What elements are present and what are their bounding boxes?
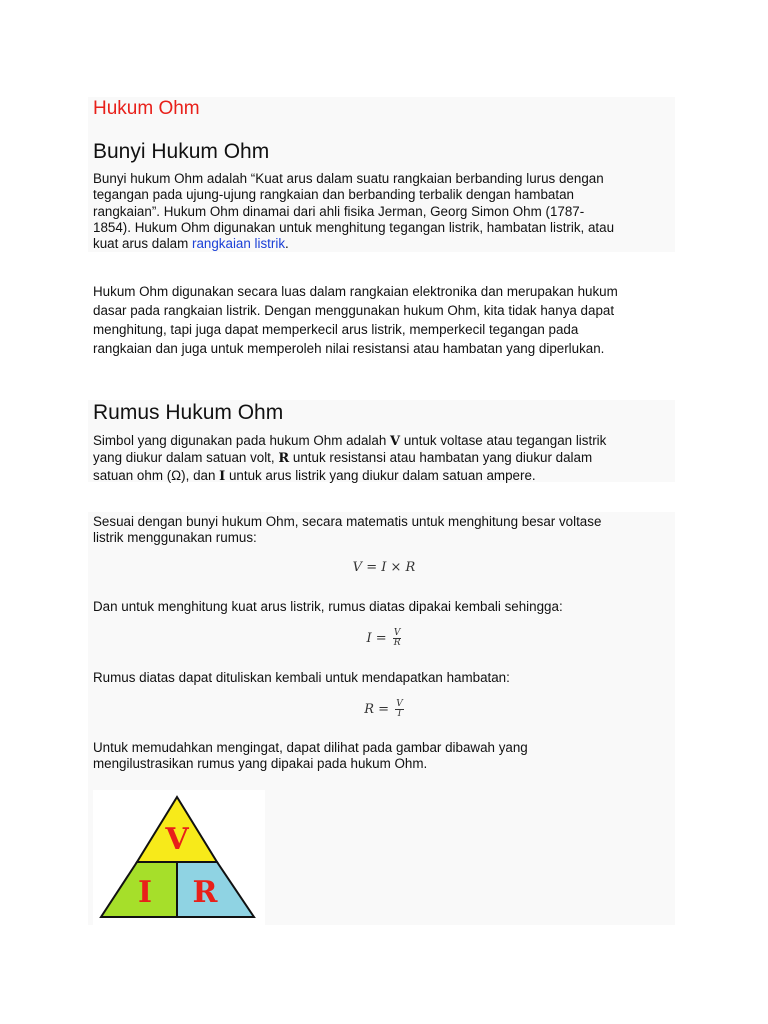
para-line: listrik menggunakan rumus: [93,530,257,546]
heading-bunyi: Bunyi Hukum Ohm [93,140,270,163]
ohm-triangle-image [93,790,265,925]
para-line: kuat arus dalam rangkaian listrik. [93,236,289,252]
ohm-triangle-svg [93,790,265,925]
paragraph-arus: Dan untuk menghitung kuat arus listrik, rumus diatas dipakai kembali sehingga: [93,599,563,614]
para-line: mengilustrasikan rumus yang dipakai pada hukum Ohm. [93,756,428,772]
paragraph-simbol [93,433,673,485]
paragraph-penutup [93,740,673,773]
para-line: rangkaian”. Hukum Ohm dinamai dari ahli fisika Jerman, Georg Simon Ohm (1787- [93,203,585,219]
para-line: rangkaian dan juga untuk memperoleh nilai resistansi atau hambatan yang diperlukan. [93,341,605,356]
para-line: 1854). Hukum Ohm digunakan untuk menghitung tegangan listrik, hambatan listrik, atau [93,219,615,235]
para-line: dasar pada rangkaian listrik. Dengan menggunakan hukum Ohm, kita tidak hanya dapat [93,303,615,318]
heading-rumus: Rumus Hukum Ohm [93,401,284,424]
para-line: menghitung, tapi juga dapat memperkecil arus listrik, memperkecil tegangan pada [93,322,579,337]
para-line: tegangan pada ujung-ujung rangkaian dan berbanding terbalik dengan hambatan [93,187,574,203]
fraction-v-over-r: $\frac{V}{R}$ [393,628,401,648]
paragraph-penggunaan [93,282,683,358]
link-rangkaian-listrik[interactable]: rangkaian listrik [192,236,286,252]
para-line: Untuk memudahkan mengingat, dapat dilihat pada gambar dibawah yang [93,740,528,755]
para-line: Bunyi hukum Ohm adalah “Kuat arus dalam suatu rangkaian berbanding lurus dengan [93,171,604,186]
para-line: yang diukur dalam satuan volt, R untuk resistansi atau hambatan yang diukur dalam [93,450,593,467]
symbol-i: I [219,468,226,484]
page-title: Hukum Ohm [93,98,200,119]
symbol-v: V [390,434,401,449]
formula-resistance: R = $\frac{V}{I}$ [364,699,403,719]
triangle-label-r: R [192,875,218,910]
fraction-v-over-i: $\frac{V}{I}$ [396,699,403,719]
triangle-label-i: I [137,875,153,910]
symbol-r: R [278,451,290,467]
triangle-label-v: V [165,822,189,857]
formula-current: I = $\frac{V}{R}$ [366,628,401,648]
para-line: Sesuai dengan bunyi hukum Ohm, secara matematis untuk menghitung besar voltase [93,514,602,529]
paragraph-bunyi [93,171,673,252]
para-line: Simbol yang digunakan pada hukum Ohm adalah V untuk voltase atau tegangan listrik [93,433,607,449]
formula-voltage: V = I × R [352,560,416,575]
paragraph-intro-rumus [93,514,673,547]
para-line: satuan ohm (Ω), dan I untuk arus listrik yang diukur dalam satuan ampere. [93,467,536,484]
para-line: Hukum Ohm digunakan secara luas dalam rangkaian elektronika dan merupakan hukum [93,284,618,299]
paragraph-hambatan: Rumus diatas dapat dituliskan kembali untuk mendapatkan hambatan: [93,670,510,685]
